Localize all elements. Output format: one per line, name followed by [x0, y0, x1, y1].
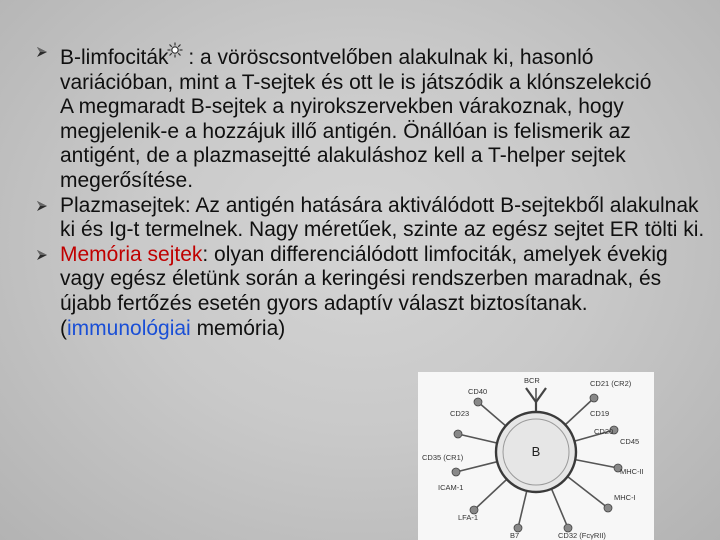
sparkle-icon — [167, 40, 183, 56]
label-cd19: CD19 — [590, 409, 610, 418]
arrowhead-bullet-icon — [36, 200, 48, 212]
memory-cells-text: : olyan differenciálódott limfociták, amelyek évekig vagy egész életünk során a keringési rendszerben maradnak, és újabb fertőzés esetén gyors adaptív választ biztosítanak. ( — [60, 242, 668, 340]
b-lymphocytes-extra-paragraph: A megmaradt B-sejtek a nyirokszervekben várakoznak, hogy megjelenik-e a hozzájuk illő antigén. Önállóan is felismerik az antigént, de a plazmasejtté alakuláshoz kell a T-helper sejtek megerősítése. — [60, 95, 631, 192]
bullet-list — [36, 40, 708, 341]
label-mhc1: MHC-I — [614, 493, 636, 502]
arrowhead-bullet-icon — [36, 249, 48, 261]
bullet-memory-cells — [36, 243, 708, 341]
bullet-plasma-cells — [36, 194, 708, 243]
memory-cells-term: Memória sejtek — [60, 242, 203, 266]
label-cd40: CD40 — [468, 387, 488, 396]
b-lymphocytes-term: B-limfociták — [60, 46, 169, 69]
label-cd21: CD21 (CR2) — [590, 379, 632, 388]
b-lymphocytes-description: : a vöröscsontvelőben alakulnak ki, hasonló variációban, mint a T-sejtek és ott le is játszódik a klónszelekció — [60, 46, 652, 94]
label-cd35: CD35 (CR1) — [422, 453, 464, 462]
plasma-cells-text: Plazmasejtek: Az antigén hatására aktiválódott B-sejtekből alakulnak ki és Ig-t termelnek. Nagy méretűek, szinte az egész sejtet ER tölti ki. — [60, 193, 705, 242]
bullet-b-lymphocytes — [36, 40, 708, 194]
label-cd23: CD23 — [450, 409, 470, 418]
label-mhc2: MHC-II — [620, 467, 644, 476]
label-icam1: ICAM-1 — [438, 483, 464, 492]
label-cd45: CD45 — [620, 437, 640, 446]
b-cell-diagram — [418, 372, 654, 540]
label-bcr: BCR — [524, 376, 540, 385]
label-b7: B7 — [510, 531, 520, 540]
immunological-link[interactable]: immunológiai — [67, 316, 191, 340]
label-cd20: CD20 — [594, 427, 614, 436]
arrowhead-bullet-icon — [36, 46, 48, 58]
label-lfa1: LFA-1 — [458, 513, 479, 522]
label-cd32: CD32 (FcγRII) — [558, 531, 606, 540]
cell-center-label: B — [531, 444, 541, 459]
memory-cells-text-end: memória) — [190, 316, 286, 340]
